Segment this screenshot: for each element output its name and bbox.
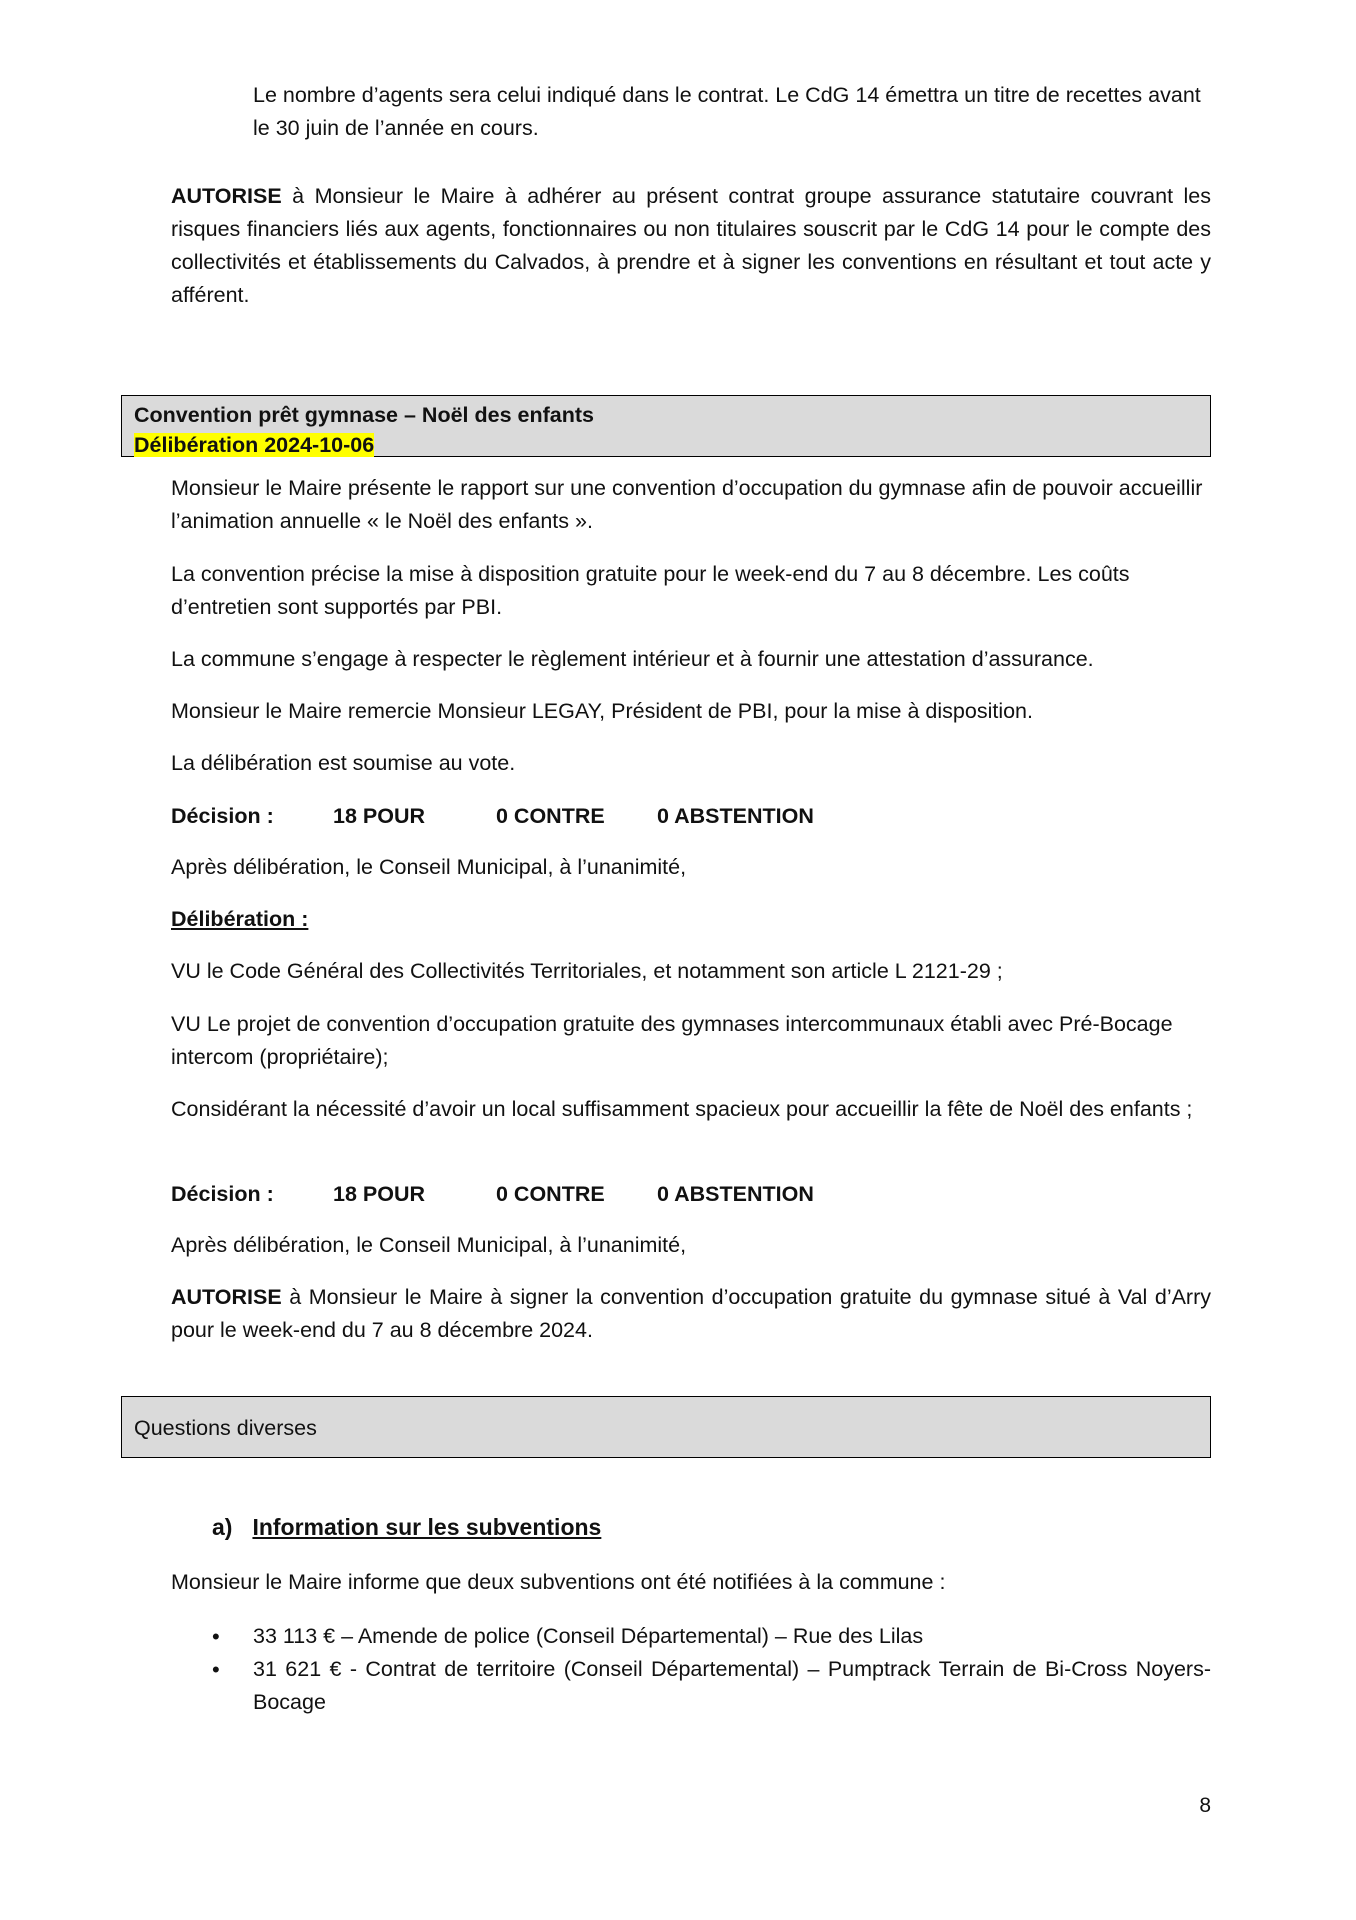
vu-2: VU Le projet de convention d’occupation gratuite des gymnases intercommunaux établi avec Pré-Bocage intercom (propriétaire); [171,1012,1173,1069]
gym-paragraph-2: La convention précise la mise à disposition gratuite pour le week-end du 7 au 8 décembre. Les coûts d’entretien sont supportés par PBI. [171,562,1130,619]
after-vote-2: Après délibération, le Conseil Municipal, à l’unanimité, [171,1233,687,1257]
authorize-text: à Monsieur le Maire à signer la convention d’occupation gratuite du gymnase situé à Val d’Arry pour le week-end du 7 au 8 décembre 2024. [171,1285,1211,1342]
deliberation-reference: Délibération 2024-10-06 [134,433,375,457]
authorize-text: à Monsieur le Maire à adhérer au présent contrat groupe assurance statutaire couvrant les risques financiers liés aux agents, fonctionnaires ou non titulaires souscrit par le CdG 14 pour le compte des collectivités et établissements du Calvados, à prendre et à signer les conventions en résultant et tout acte y afférent. [171,184,1211,307]
decision-label: Décision : [171,1182,274,1206]
vote-pour: 18 POUR [333,804,426,828]
subventions-intro: Monsieur le Maire informe que deux subventions ont été notifiées à la commune : [171,1570,946,1594]
intro-paragraph: Le nombre d’agents sera celui indiqué dans le contrat. Le CdG 14 émettra un titre de recettes avant le 30 juin de l’année en cours. [253,83,1201,140]
gym-paragraph-3: La commune s’engage à respecter le règlement intérieur et à fournir une attestation d’assurance. [171,647,1094,671]
bullet-glyph: • [212,1657,220,1682]
gym-paragraph-1: Monsieur le Maire présente le rapport sur une convention d’occupation du gymnase afin de pouvoir accueillir l’animation annuelle « le Noël des enfants ». [171,476,1203,533]
gym-paragraph-4: Monsieur le Maire remercie Monsieur LEGAY, Président de PBI, pour la mise à disposition. [171,699,1033,723]
authorize-keyword: AUTORISE [171,184,282,208]
after-vote-1: Après délibération, le Conseil Municipal, à l’unanimité, [171,855,687,879]
authorize-gym-paragraph [171,1281,1211,1347]
bullet-item-2: 31 621 € - Contrat de territoire (Conseil Départemental) – Pumptrack Terrain de Bi-Cross Noyers-Bocage [253,1657,1211,1714]
section-title-questions: Questions diverses [134,1416,317,1440]
decision-row-2 [171,1179,1211,1209]
vote-pour: 18 POUR [333,1182,426,1206]
considerant: Considérant la nécessité d’avoir un local suffisamment spacieux pour accueillir la fête de Noël des enfants ; [171,1097,1193,1121]
page-number: 8 [1199,1794,1211,1817]
subsection-heading [212,1511,601,1543]
vote-abstention: 0 ABSTENTION [657,804,814,828]
bullet-item-1: 33 113 € – Amende de police (Conseil Départemental) – Rue des Lilas [253,1624,924,1648]
gym-paragraph-5: La délibération est soumise au vote. [171,751,516,775]
deliberation-heading: Délibération : [171,907,309,931]
vote-contre: 0 CONTRE [496,1182,605,1206]
vote-abstention: 0 ABSTENTION [657,1182,814,1206]
decision-label: Décision : [171,804,274,828]
authorize-insurance-paragraph [171,180,1211,312]
bullet-glyph: • [212,1624,220,1649]
section-header-questions [121,1396,1211,1458]
vote-contre: 0 CONTRE [496,804,605,828]
authorize-keyword: AUTORISE [171,1285,282,1309]
section-title-gym: Convention prêt gymnase – Noël des enfants [134,403,594,427]
subsection-marker: a) [212,1514,233,1540]
subsection-title: Information sur les subventions [252,1514,602,1540]
decision-row-1 [171,801,1211,831]
section-header-gym [121,395,1211,457]
vu-1: VU le Code Général des Collectivités Territoriales, et notamment son article L 2121-29 ; [171,959,1003,983]
